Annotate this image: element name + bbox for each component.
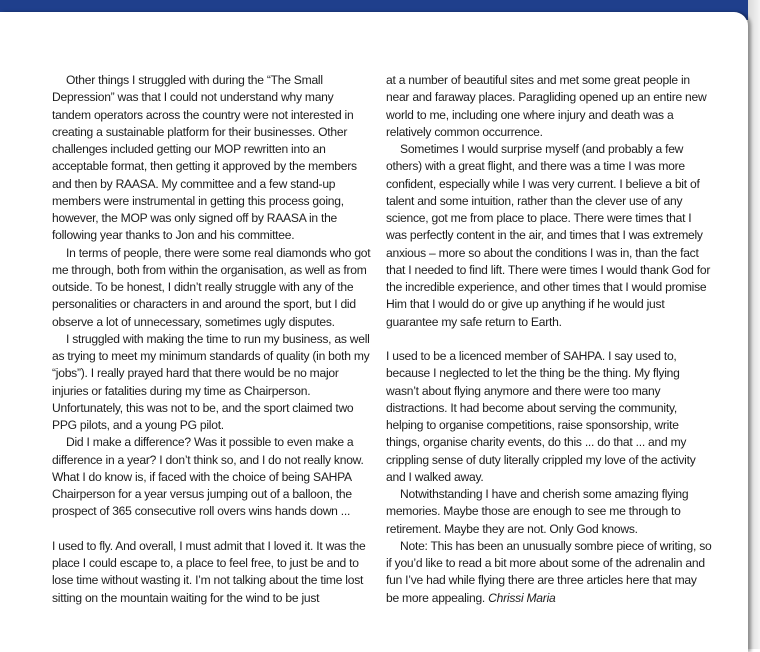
paragraph: I used to be a licenced member of SAHPA. I say used to, because I neglected to let the thing be the thing. My flying wasn’t about flying anymore and there were too many distractions. It had become about serving the community, helping to organise competitions, raise sponsorship, write things, organise charity events, do this ... do that ... and my crippling sense of duty literally crippled my love of the activity and I walked away. [386,349,696,484]
paragraph: Sometimes I would surprise myself (and probably a few others) with a great flight, and there was a time I was more confident, especially while I was very current. I believe a bit of talent and some intuition, rather than the clever use of any science, got me from place to place. There were times that I was perfectly content in the air, and times that I was extremely anxious – more so about the conditions I was in, than the fact that I needed to find lift. There were times I would thank God for the incredible experience, and other times that I would promise Him that I would do or give up anything if he would just guarantee my safe return to Earth. [386,142,711,329]
left-column [52,72,372,607]
paragraph: In terms of people, there were some real diamonds who got me through, both from within the organisation, as well as from outside. To be honest, I didn’t really struggle with any of the personalities or characters in and around the sport, but I did observe a lot of unnecessary, sometimes ugly disputes. [52,245,371,329]
right-column [386,72,712,607]
paragraph: Notwithstanding I have and cherish some amazing flying memories. Maybe those are enough to see me through to retirement. Maybe they are not. Only God knows. [386,487,689,536]
author-byline: Chrissi Maria [488,590,556,605]
note-text: Note: This has been an unusually sombre piece of writing, so if you’d like to read a bit more about some of the adrenalin and fun I’ve had while flying there are three articles here that may be more appealing. [386,538,712,605]
paragraph: Other things I struggled with during the “The Small Depression” was that I could not understand why many tandem operators across the country were not interested in creating a sustainable platform for their businesses. Other challenges included getting our MOP rewritten into an acceptable format, then getting it approved by the members and then by RAASA. My committee and a few stand-up members were instrumental in getting this process going, however, the MOP was only signed off by RAASA in the following year thanks to Jon and his committee. [52,73,357,243]
paragraph: I used to fly. And overall, I must admit that I loved it. It was the place I could escape to, a place to feel free, to just be and to lose time without wasting it. I’m not talking about the time lost sitting on the mountain waiting for the wind to be just [52,538,366,605]
paragraph-gap [52,521,372,538]
paragraph: I struggled with making the time to run my business, as well as trying to meet my minimum standards of quality (in both my “jobs”). I really prayed hard that there would be no major injuries or fatalities during my time as Chairperson. Unfortunately, this was not to be, and the sport claimed two PPG pilots, and a young PG pilot. [52,331,370,432]
paragraph: Did I make a difference? Was it possible to even make a difference in a year? I don’t think so, and I do not really know. What I do know is, if faced with the choice of being SAHPA Chairperson for a year versus jumping out of a balloon, the prospect of 365 consecutive roll overs wins hands down ... [52,435,364,519]
paragraph-gap [386,331,712,348]
page-edge [748,0,760,649]
paragraph: at a number of beautiful sites and met some great people in near and faraway places. Paragliding opened up an entire new world to me, including one where injury and death was a relatively common occurrence. [386,73,707,139]
paragraph [386,538,712,607]
